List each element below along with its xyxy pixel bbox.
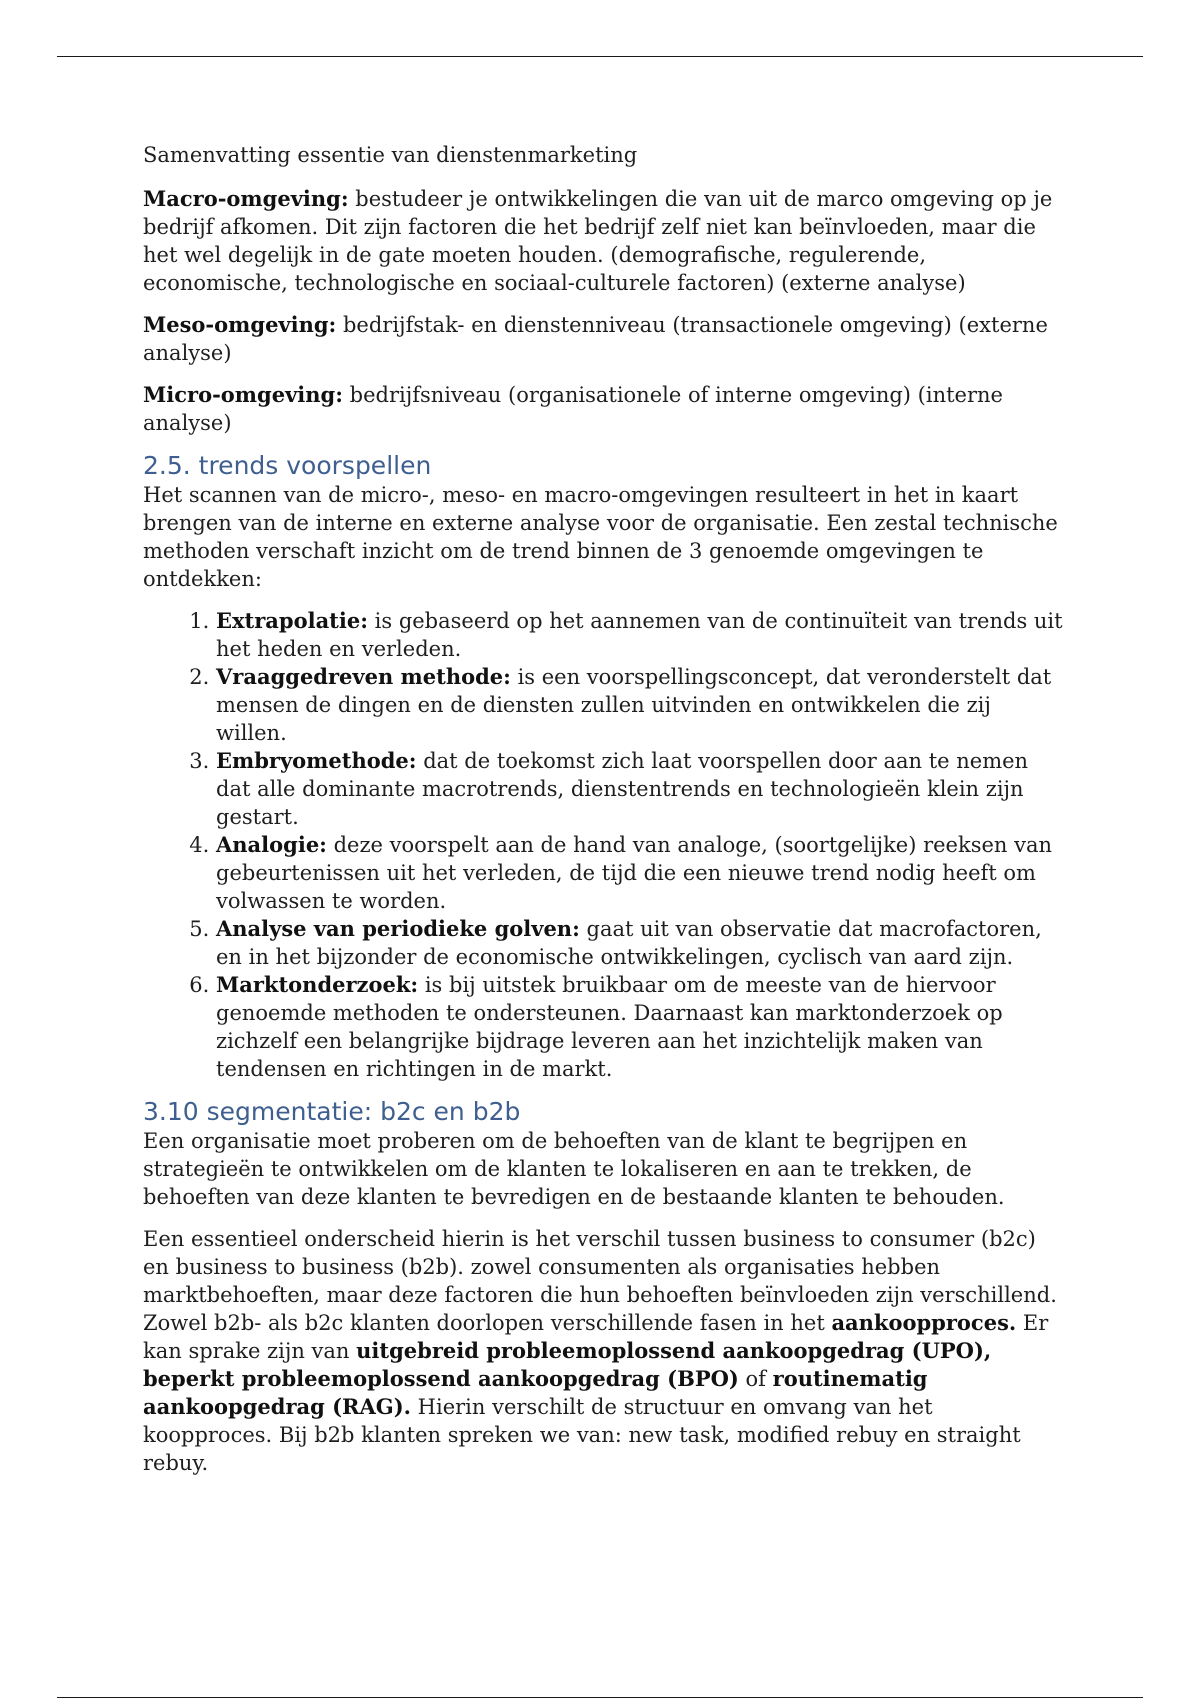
trends-paragraph: Het scannen van de micro-, meso- en macro-omgevingen resulteert in het in kaart brengen van de interne en externe analyse voor de organisatie. Een zestal technische methoden verschaft inzicht om de trend binnen de 3 genoemde omgevingen te ontdekken:: [143, 483, 1058, 591]
list-item-text: gaat uit van observatie dat macrofactoren, en in het bijzonder de economische ontwikkelingen, cyclisch van aard zijn.: [216, 917, 1042, 969]
bold-term-rag: routinematig aankoopgedrag (RAG).: [143, 1366, 928, 1419]
bold-term-upo-bpo: uitgebreid probleemoplossend aankoopgedrag (UPO), beperkt probleemoplossend aankoopgedrag (BPO): [143, 1338, 992, 1391]
list-item-term: Vraaggedreven methode:: [216, 664, 511, 689]
list-item: [216, 831, 1063, 915]
list-item-text: deze voorspelt aan de hand van analoge, (soortgelijke) reeksen van gebeurtenissen uit het verleden, de tijd die een nieuwe trend nodig heeft om volwassen te worden.: [216, 833, 1053, 913]
meso-omgeving-text: bedrijfstak- en dienstenniveau (transactionele omgeving) (externe analyse): [143, 313, 1048, 365]
micro-omgeving-term: Micro-omgeving:: [143, 382, 343, 407]
list-item-term: Marktonderzoek:: [216, 972, 419, 997]
section-heading-segmentatie: 3.10 segmentatie: b2c en b2b: [143, 1097, 521, 1126]
meso-omgeving-paragraph: [143, 311, 1063, 367]
text-run: Hierin verschilt de structuur en omvang van het koopproces. Bij b2b klanten spreken we van: new task, modified rebuy en straight rebuy.: [143, 1395, 1021, 1475]
list-item: [216, 971, 1063, 1083]
list-item-term: Analogie:: [216, 832, 327, 857]
macro-omgeving-text: bestudeer je ontwikkelingen die van uit de marco omgeving op je bedrijf afkomen. Dit zijn factoren die het bedrijf zelf niet kan beïnvloeden, maar die het wel degelijk in de gate moeten houden. (demografische, regulerende, economische, technologische en sociaal-culturele factoren) (externe analyse): [143, 187, 1053, 295]
bold-term-aankoopproces: aankoopproces.: [831, 1310, 1017, 1335]
segmentatie-paragraph-2: [143, 1225, 1063, 1477]
segmentatie-paragraph-1: Een organisatie moet proberen om de behoeften van de klant te begrijpen en strategieën te ontwikkelen om de klanten te lokaliseren en aan te trekken, de behoeften van deze klanten te bevredigen en de bestaande klanten te behouden.: [143, 1129, 1005, 1209]
list-item-term: Embryomethode:: [216, 748, 417, 773]
document-body: [143, 141, 1063, 1491]
header-rule: [57, 56, 1143, 57]
methods-list: [143, 607, 1063, 1083]
list-item: [216, 663, 1063, 747]
list-item: [216, 747, 1063, 831]
list-item-text: dat de toekomst zich laat voorspellen door aan te nemen dat alle dominante macrotrends, dienstentrends en technologieën klein zijn gestart.: [216, 749, 1029, 829]
list-item: [216, 915, 1063, 971]
list-item: [216, 607, 1063, 663]
meso-omgeving-term: Meso-omgeving:: [143, 312, 337, 337]
micro-omgeving-paragraph: [143, 381, 1063, 437]
section-heading-trends: 2.5. trends voorspellen: [143, 451, 432, 480]
text-run: Er kan sprake zijn van: [143, 1311, 1049, 1363]
document-title: Samenvatting essentie van dienstenmarketing: [143, 143, 638, 167]
macro-omgeving-paragraph: [143, 185, 1063, 297]
list-item-term: Extrapolatie:: [216, 608, 368, 633]
text-run: Een essentieel onderscheid hierin is het verschil tussen business to consumer (b2c) en business to business (b2b). zowel consumenten als organisaties hebben marktbehoeften, maar deze factoren die hun behoeften beïnvloeden zijn verschillend. Zowel b2b- als b2c klanten doorlopen verschillende fasen in het: [143, 1227, 1057, 1335]
micro-omgeving-text: bedrijfsniveau (organisationele of interne omgeving) (interne analyse): [143, 383, 1003, 435]
list-item-text: is bij uitstek bruikbaar om de meeste van de hiervoor genoemde methoden te ondersteunen. Daarnaast kan marktonderzoek op zichzelf een belangrijke bijdrage leveren aan het inzichtelijk maken van tendensen en richtingen in de markt.: [216, 973, 1003, 1081]
text-run: of: [738, 1367, 773, 1391]
list-item-text: is een voorspellingsconcept, dat veronderstelt dat mensen de dingen en de diensten zullen uitvinden en ontwikkelen die zij willen.: [216, 665, 1052, 745]
list-item-term: Analyse van periodieke golven:: [216, 916, 580, 941]
footer-rule: [57, 1697, 1143, 1698]
list-item-text: is gebaseerd op het aannemen van de continuïteit van trends uit het heden en verleden.: [216, 609, 1063, 661]
macro-omgeving-term: Macro-omgeving:: [143, 186, 349, 211]
